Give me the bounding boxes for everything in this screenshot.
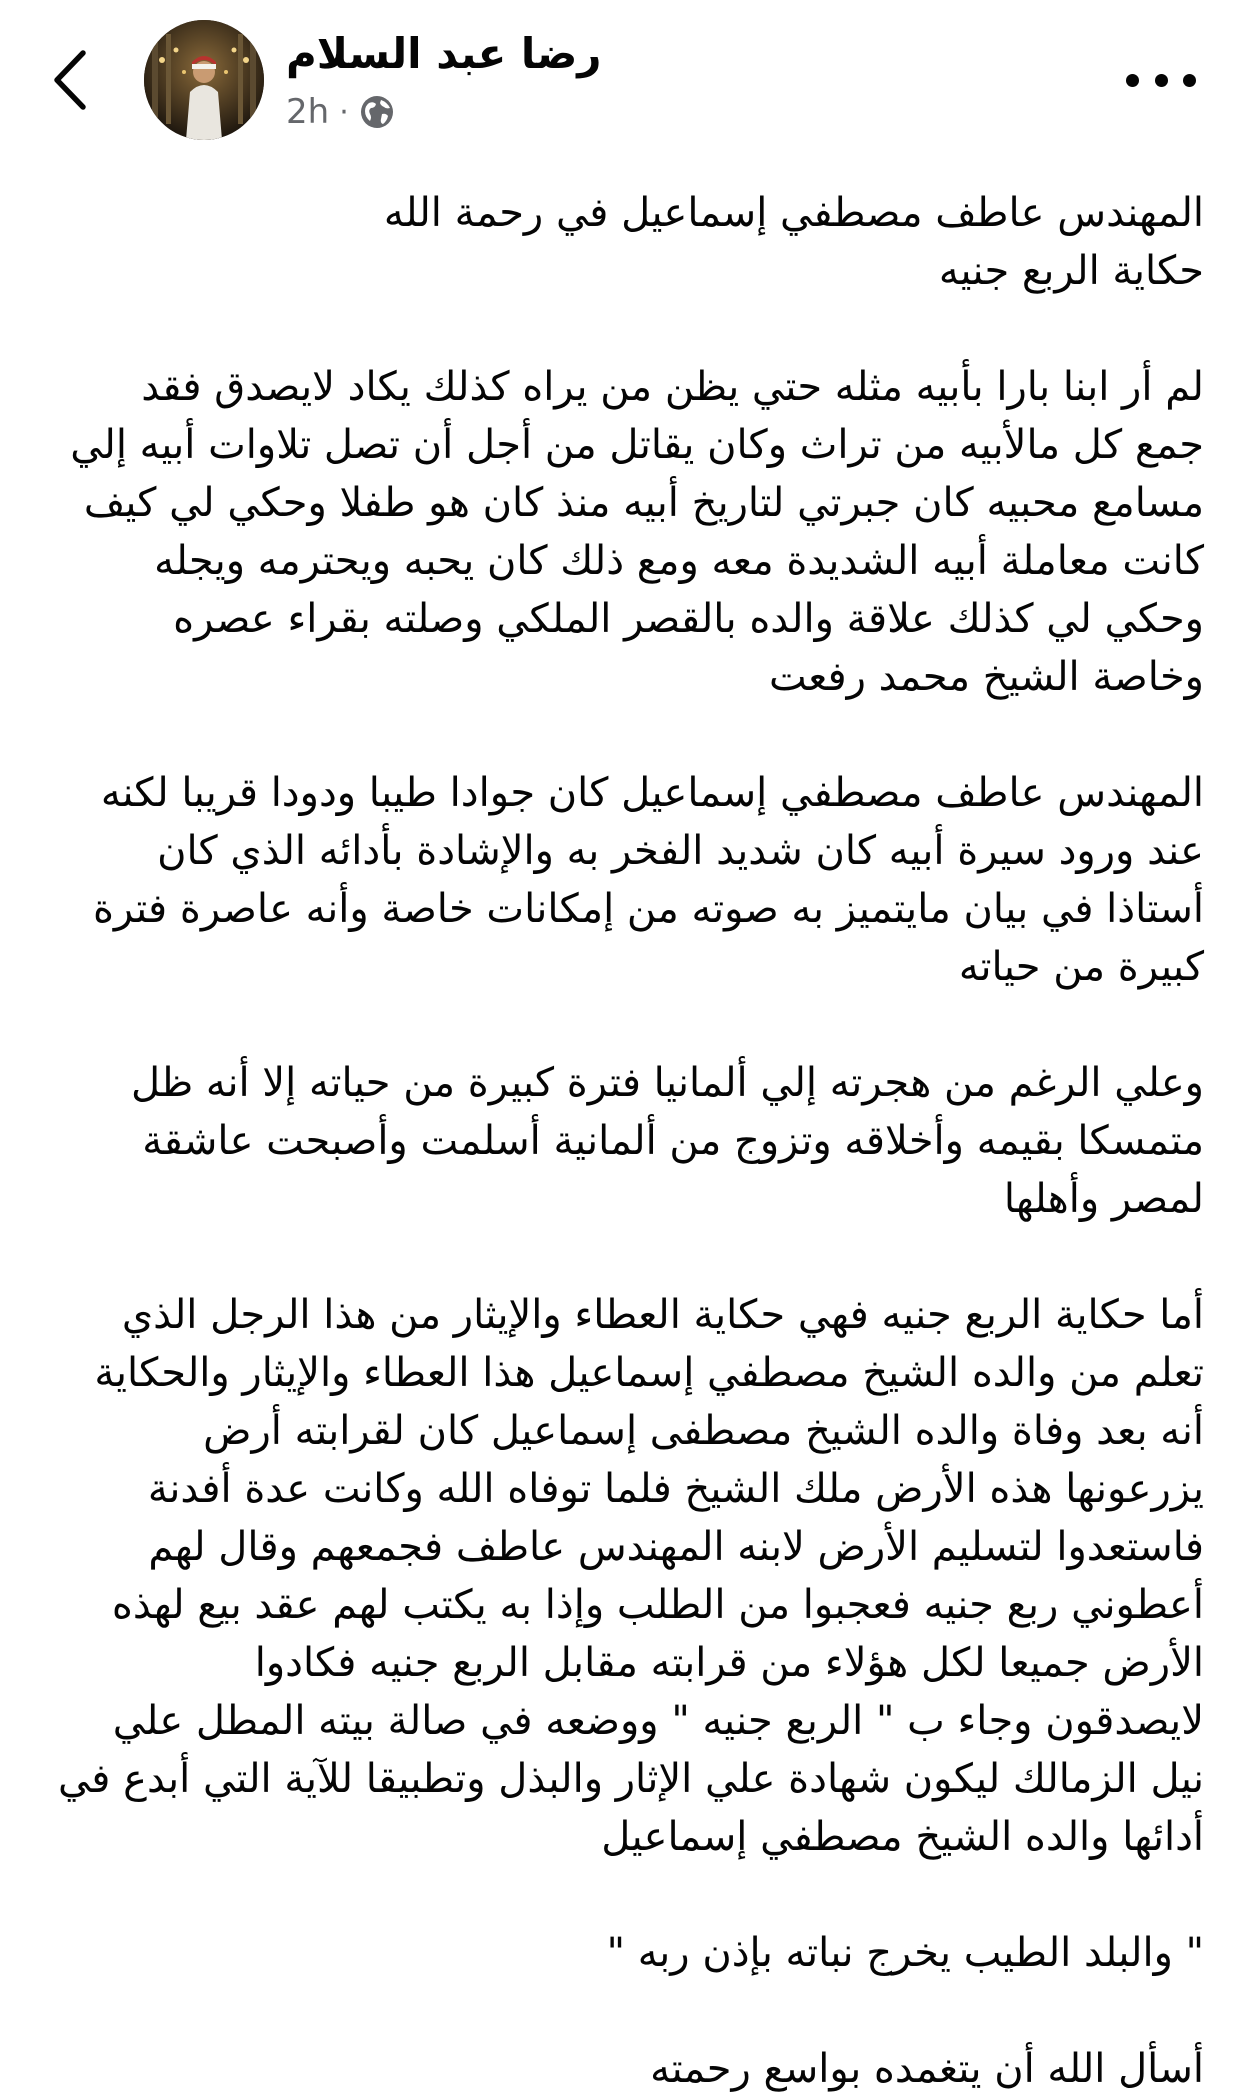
post-paragraph: أما حكاية الربع جنيه فهي حكاية العطاء والإيثار من هذا الرجل الذي تعلم من والده الشيخ مصطفي إسماعيل هذا العطاء والإيثار والحكاية أنه بعد وفاة والده الشيخ مصطفى إسماعيل كان لقرابته أرض يزرعونها هذه الأرض ملك الشيخ فلما توفاه الله وكانت عدة أفدنة فاستعدوا لتسليم الأرض لابنه المهندس عاطف فجمعهم وقال لهم أعطوني ربع جنيه فعجبوا من الطلب وإذا به يكتب لهم عقد بيع لهذه الأرض جميعا لكل هؤلاء من قرابته مقابل الربع جنيه فكادوا لايصدقون وجاء ب " الربع جنيه " ووضعه في صالة بيته المطل علي نيل الزمالك ليكون شهادة علي الإثار والبذل وتطبيقا للآية التي أبدع في أدائها والده الشيخ مصطفي إسماعيل [57,1292,1204,1860]
more-options-icon-dot [1155,74,1168,87]
back-button[interactable] [40,44,100,116]
post-paragraph: لم أر ابنا بارا بأبيه مثله حتي يظن من يراه كذلك يكاد لايصدق فقد جمع كل مالأبيه من تراث وكان يقاتل من أجل أن تصل تلاوات أبيه إلي مسامع محبيه كان جبرتي لتاريخ أبيه منذ كان هو طفلا وحكي لي كيف كانت معاملة أبيه الشديدة معه ومع ذلك كان يحبه ويحترمه ويجله وحكي لي كذلك علاقة والده بالقصر الملكي وصلته بقراء عصره وخاصة الشيخ محمد رفعت [70,364,1204,700]
post-paragraph: وعلي الرغم من هجرته إلي ألمانيا فترة كبيرة من حياته إلا أنه ظل متمسكا بقيمه وأخلاقه وتزوج من ألمانية أسلمت وأصبحت عاشقة لمصر وأهلها [131,1060,1204,1222]
post-body [36,184,1204,2098]
post-quote: " والبلد الطيب يخرج نباته بإذن ربه " [606,1930,1204,1976]
chevron-left-icon [53,49,87,111]
post-meta [286,88,395,136]
author-name[interactable]: رضا عبد السلام [286,29,602,78]
meta-separator: · [339,94,349,130]
post-paragraph: المهندس عاطف مصطفي إسماعيل كان جوادا طيبا ودودا قريبا لكنه عند ورود سيرة أبيه كان شديد الفخر به والإشادة بأدائه الذي كان أستاذا في بيان مايتميز به صوته من إمكانات خاصة وأنه عاصرة فترة كبيرة من حياته [92,770,1204,990]
post-header [0,0,1242,160]
avatar[interactable] [144,20,264,140]
more-options-button[interactable] [1126,62,1196,98]
post-paragraph-closing: أسأل الله أن يتغمده بواسع رحمته [650,2046,1204,2092]
more-options-icon-dot [1126,74,1139,87]
post-paragraph-title: المهندس عاطف مصطفي إسماعيل في رحمة الله حكاية الربع جنيه [383,190,1204,294]
globe-icon[interactable] [359,94,395,130]
more-options-icon-dot [1183,74,1196,87]
post-timestamp[interactable]: 2h [286,92,330,132]
